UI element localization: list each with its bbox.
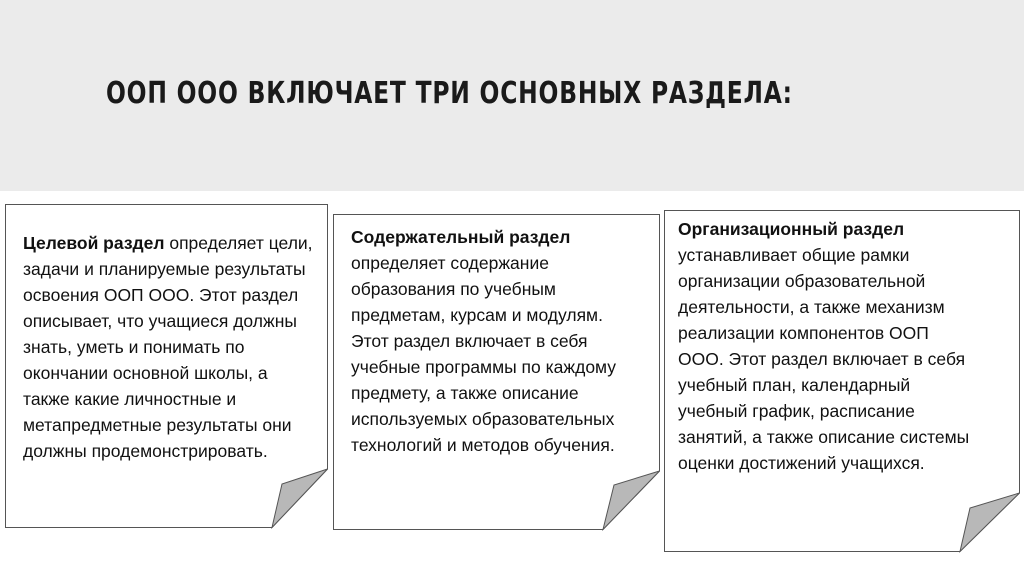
card-heading: Целевой раздел (23, 233, 165, 253)
card-text (351, 224, 631, 458)
card-heading: Содержательный раздел (351, 227, 571, 247)
card-body: определяет содержание образования по учебным предметам, курсам и модулям. Этот раздел включает в себя учебные программы по каждому предмету, а также описание используемых образовательных технологий и методов обучения. (351, 253, 617, 455)
card-text (678, 216, 978, 476)
slide-title: ООП ООО ВКЛЮЧАЕТ ТРИ ОСНОВНЫХ РАЗДЕЛА: (106, 76, 793, 111)
card-heading: Организационный раздел (678, 219, 905, 239)
card-content-section (333, 214, 660, 530)
card-target-section (5, 204, 328, 528)
card-body: устанавливает общие рамки организации образовательной деятельности, а также механизм реализации компонентов ООП ООО. Этот раздел включает в себя учебный план, календарный учебный график, расписание занятий, а также описание системы оценки достижений учащихся. (678, 245, 970, 473)
card-text (23, 230, 315, 464)
card-body: определяет цели, задачи и планируемые результаты освоения ООП ООО. Этот раздел описывает, что учащиеся должны знать, уметь и понимать по окончании основной школы, а также какие личностные и метапредметные результаты они должны продемонстрировать. (23, 233, 313, 461)
card-organizational-section (664, 210, 1020, 552)
